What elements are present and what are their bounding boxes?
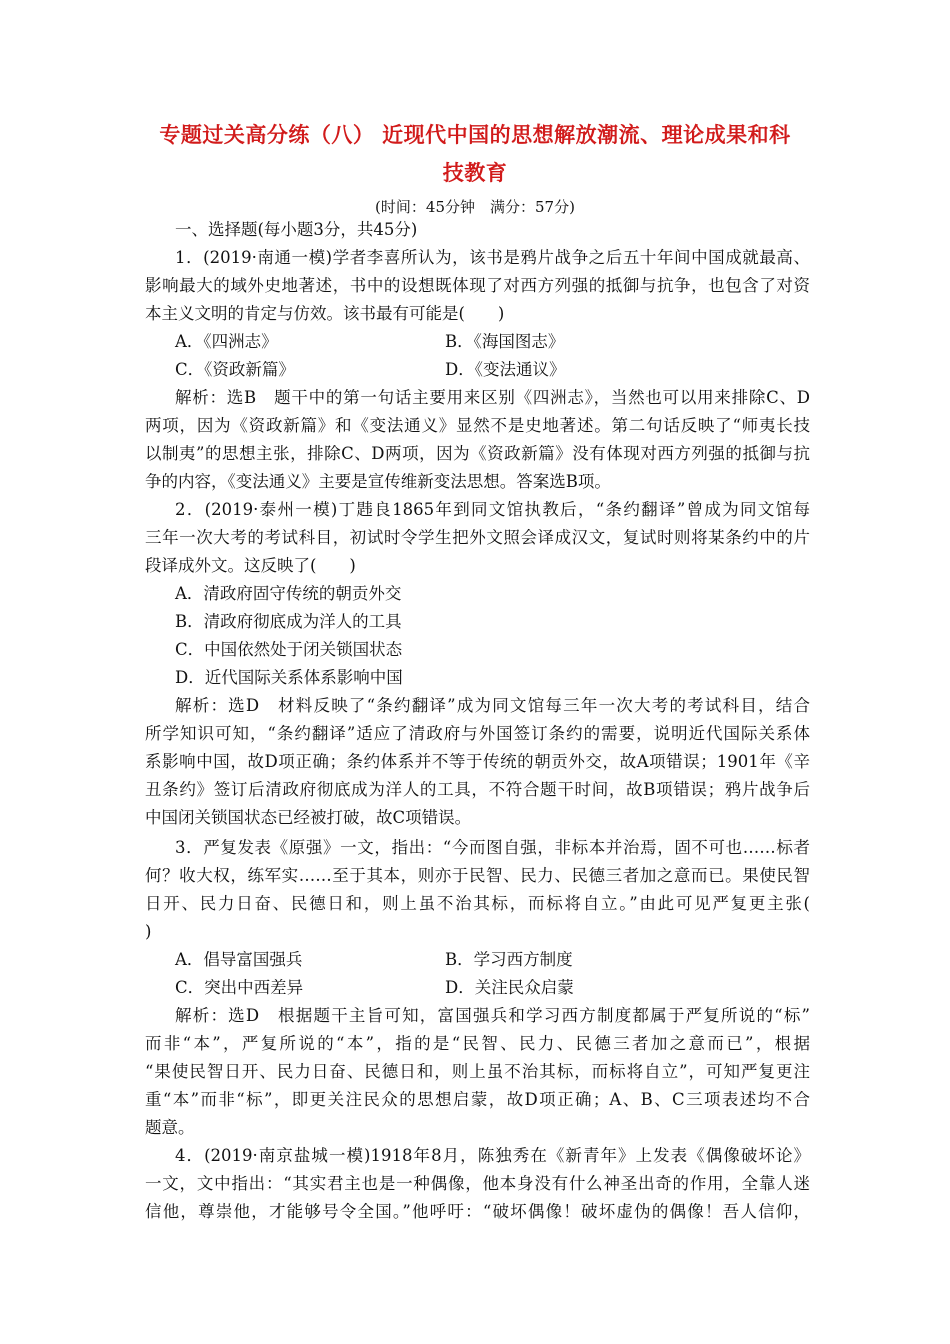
q3-stem-line: ): [145, 922, 152, 941]
document-title: [120, 116, 830, 192]
q2-answer-line: 丑条约》签订后清政府彻底成为洋人的工具，不符合题干时间，故B项错误；鸦片战争后: [145, 780, 810, 799]
q1-answer-line: 解析：选B 题干中的第一句话主要用来区别《四洲志》，当然也可以用来排除C、D: [175, 388, 810, 407]
q2-option-b: B．清政府彻底成为洋人的工具: [175, 612, 402, 631]
q4-stem-line: 信他，尊崇他，才能够号令全国。”他呼吁：“破坏偶像！破坏虚伪的偶像！吾人信仰，: [145, 1202, 810, 1221]
q4-stem-line: 4．(2019·南京盐城一模)1918年8月，陈独秀在《新青年》上发表《偶像破坏论》: [175, 1146, 810, 1165]
title-line-2: 技教育: [442, 161, 508, 185]
q3-answer-line: “果使民智日开、民力日奋、民德日和，则上虽不治其标，而标将自立”，可知严复更注: [145, 1062, 810, 1081]
q3-option-a: A．倡导富国强兵: [175, 950, 303, 969]
q2-answer-line: 所学知识可知，“条约翻译”适应了清政府与外国签订条约的需要，说明近代国际关系体: [145, 724, 810, 743]
q2-stem-line: 2．(2019·泰州一模)丁韪良1865年到同文馆执教后，“条约翻译”曾成为同文馆每: [175, 500, 810, 519]
q2-answer-line: 系影响中国，故D项正确；条约体系并不等于传统的朝贡外交，故A项错误；1901年《辛: [145, 752, 810, 771]
q1-stem-line: 1．(2019·南通一模)学者李喜所认为，该书是鸦片战争之后五十年间中国成就最高、: [175, 248, 810, 267]
q1-answer-line: 以制夷”的思想主张，排除C、D两项，因为《资政新篇》没有体现对西方列强的抵御与抗: [145, 444, 810, 463]
q2-answer-line: 中国闭关锁国状态已经被打破，故C项错误。: [145, 808, 472, 827]
q3-stem-line: 何？收大权，练军实……至于其本，则亦于民智、民力、民德三者加之意而已。果使民智: [145, 866, 810, 885]
q3-answer-line: 而非“本”，严复所说的“本”，指的是“民智、民力、民德三者加之意而已”，根据: [145, 1034, 810, 1053]
q3-answer-line: 解析：选D 根据题干主旨可知，富国强兵和学习西方制度都属于严复所说的“标”: [175, 1006, 810, 1025]
q1-option-a: A．《四洲志》: [175, 332, 278, 351]
q1-stem-line: 影响最大的域外史地著述，书中的设想既体现了对西方列强的抵御与抗争，也包含了对资: [145, 276, 810, 295]
q1-answer-line: 争的内容，《变法通义》主要是宣传维新变法思想。答案选B项。: [145, 472, 611, 491]
q3-answer-line: 题意。: [145, 1118, 195, 1137]
q2-stem-line: 段译成外文。这反映了( ): [145, 556, 356, 575]
exam-meta: (时间：45分钟 满分：57分): [375, 198, 575, 216]
section-heading: 一、选择题(每小题3分，共45分): [175, 220, 418, 239]
q3-answer-line: 重“本”而非“标”，即更关注民众的思想启蒙，故D项正确；A、B、C三项表述均不合: [145, 1090, 810, 1109]
q2-answer-line: 解析：选D 材料反映了“条约翻译”成为同文馆每三年一次大考的考试科目，结合: [175, 696, 810, 715]
q1-option-b: B．《海国图志》: [445, 332, 565, 351]
q4-stem-line: 一文，文中指出：“其实君主也是一种偶像，他本身没有什么神圣出奇的作用，全靠人迷: [145, 1174, 810, 1193]
q3-option-b: B．学习西方制度: [445, 950, 573, 969]
title-line-1: 专题过关高分练（八） 近现代中国的思想解放潮流、理论成果和科: [159, 123, 791, 147]
q2-option-c: C．中国依然处于闭关锁国状态: [175, 640, 403, 659]
q2-stem-line: 三年一次大考的考试科目，初试时令学生把外文照会译成汉文，复试时则将某条约中的片: [145, 528, 810, 547]
q3-stem-line: 日开、民力日奋、民德日和，则上虽不治其标，而标将自立。”由此可见严复更主张(: [145, 894, 810, 913]
q2-option-a: A．清政府固守传统的朝贡外交: [175, 584, 402, 603]
q3-option-c: C．突出中西差异: [175, 978, 304, 997]
q1-option-c: C．《资政新篇》: [175, 360, 295, 379]
q1-answer-line: 两项，因为《资政新篇》和《变法通义》显然不是史地著述。第二句话反映了“师夷长技: [145, 416, 810, 435]
q1-stem-line: 本主义文明的肯定与仿效。该书最有可能是( ): [145, 304, 505, 323]
q3-option-d: D．关注民众启蒙: [445, 978, 574, 997]
q2-option-d: D．近代国际关系体系影响中国: [175, 668, 403, 687]
q1-option-d: D．《变法通议》: [445, 360, 566, 379]
q3-stem-line: 3．严复发表《原强》一文，指出：“今而图自强，非标本并治焉，固不可也……标者: [175, 838, 810, 857]
